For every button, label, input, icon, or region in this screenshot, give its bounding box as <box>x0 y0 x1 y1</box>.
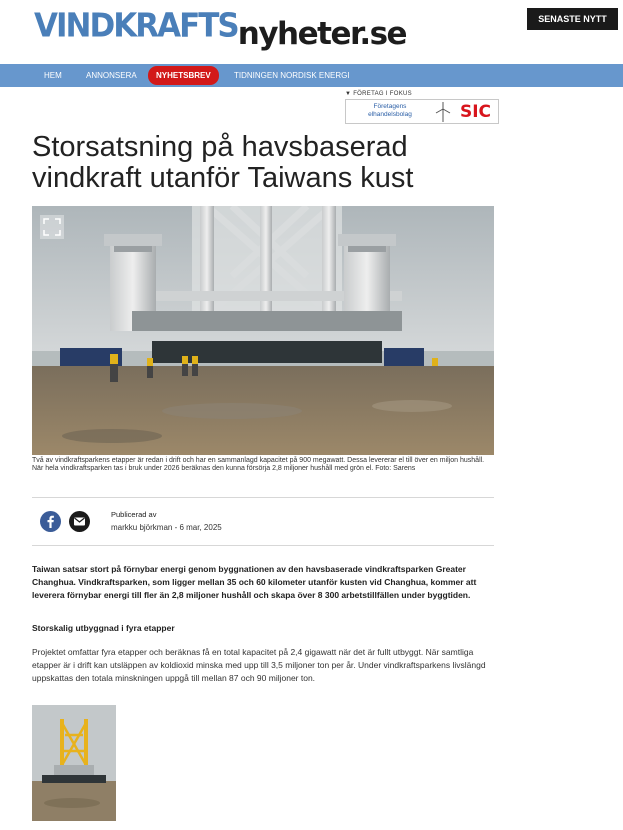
sponsor-text <box>350 103 430 119</box>
facebook-share-button[interactable] <box>40 511 61 532</box>
email-icon <box>69 511 90 532</box>
article-lead: Taiwan satsar stort på förnybar energi genom byggnationen av den havsbaserade vindkraftsparken Greater Changhua. Vindkraftsparken, som ligger mellan 35 och 60 kilometer utanför kusten vid Changhua, kommer att leverera förnybar energi till fler än 2,8 miljoner hushåll och skapa över 8 300 arbetstillfällen under byggtiden. <box>32 564 477 600</box>
hero-image[interactable] <box>32 206 494 455</box>
expand-icon-glyph <box>40 215 64 239</box>
sic-logo-text: SIC <box>459 102 492 121</box>
facebook-icon <box>40 511 61 532</box>
main-nav <box>0 64 623 87</box>
nav-item-magazine[interactable]: TIDNINGEN NORDISK ENERGI <box>234 71 350 80</box>
sponsor-banner[interactable] <box>345 99 499 124</box>
latest-news-button[interactable]: SENASTE NYTT <box>527 8 618 30</box>
sponsor-label: ▼ FÖRETAG I FOKUS <box>345 91 412 97</box>
hero-illustration <box>32 206 494 455</box>
divider-top <box>32 497 494 498</box>
email-share-button[interactable] <box>69 511 90 532</box>
article-body: Projektet omfattar fyra etapper och beräknas få en total kapacitet på 2,4 gigawatt när det är fullt utbyggt. När samtliga etapper är i drift kan utsläppen av koldioxid minska med upp till 3,5 miljoner ton per år. Under vindkraftsparkens livslängd uppskattas den totala minskningen uppgå till mellan 87 och 90 miljoner ton. <box>32 647 486 683</box>
nav-item-home[interactable]: HEM <box>44 71 62 80</box>
image-caption: Två av vindkraftsparkens etapper är redan i drift och har en sammanlagd kapacitet på 900 megawatt. Dessa levererar el till över en miljon hushåll. När hela vindkraftsparken tas i bruk under 2026 beräknas den kunna försörja 2,8 miljoner hushåll med grön el. Foto: Sarens <box>32 457 485 472</box>
sponsor-text-line1: Företagens <box>373 103 407 110</box>
nav-item-advertise[interactable]: ANNONSERA <box>86 71 137 80</box>
expand-icon[interactable] <box>40 215 64 239</box>
nav-item-newsletter[interactable]: NYHETSBREV <box>148 66 219 85</box>
sic-logo <box>454 100 497 121</box>
article-subheading: Storskalig utbyggnad i fyra etapper <box>32 623 175 633</box>
site-logo[interactable] <box>34 9 406 51</box>
divider-bottom <box>32 545 494 546</box>
sponsor-text-line2: elhandelsbolag <box>368 111 412 118</box>
logo-text-vindkrafts: VINDKRAFTS <box>34 7 238 45</box>
author-date: markku björkman - 6 mar, 2025 <box>111 523 222 532</box>
thumbnail-illustration <box>32 705 116 821</box>
published-label: Publicerad av <box>111 510 157 519</box>
wind-turbine-icon <box>434 101 452 122</box>
logo-text-nyheter: nyheter.se <box>237 16 407 52</box>
article-title: Storsatsning på havsbaserad vindkraft utanför Taiwans kust <box>32 131 414 194</box>
article-thumbnail[interactable] <box>32 705 116 821</box>
